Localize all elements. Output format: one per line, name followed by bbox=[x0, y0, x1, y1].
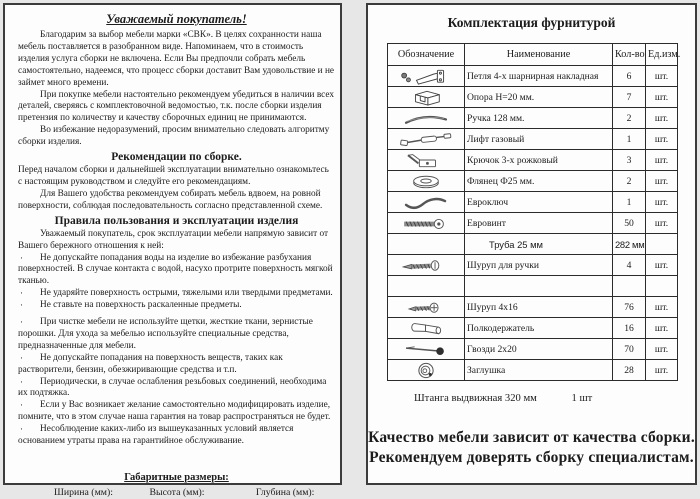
item-unit: шт. bbox=[646, 318, 678, 339]
table-row bbox=[388, 360, 678, 381]
page-title: Уважаемый покупатель! bbox=[106, 12, 247, 26]
item-name: Ручка 128 мм. bbox=[465, 108, 613, 129]
item-qty: 1 bbox=[613, 192, 646, 213]
header-name: Наименование bbox=[465, 44, 613, 66]
rule-text: Не ставьте на поверхность раскаленные предметы. bbox=[40, 300, 242, 311]
depth-label: Глубина (мм): bbox=[255, 487, 315, 498]
item-icon-cell bbox=[388, 234, 465, 255]
item-icon-cell bbox=[388, 255, 465, 276]
bullet-marker-icon: · bbox=[20, 317, 23, 328]
bullet-marker-icon: · bbox=[20, 288, 23, 299]
rule-text: Если у Вас возникает желание самостоятельно модифицировать изделие, помните, что в этом случае наша гарантия на товар распространяться не будет. bbox=[18, 400, 331, 423]
item-name: Евроключ bbox=[465, 192, 613, 213]
item-name: Шуруп для ручки bbox=[465, 255, 613, 276]
header-designation: Обозначение bbox=[388, 44, 465, 66]
dimensions-row bbox=[18, 487, 335, 499]
item-unit: шт. bbox=[646, 129, 678, 150]
rod-note bbox=[414, 393, 695, 404]
rule-item bbox=[18, 253, 335, 289]
bullet-marker-icon: · bbox=[20, 400, 23, 411]
kit-title: Комплектация фурнитурой bbox=[447, 15, 616, 30]
screw-icon bbox=[395, 301, 457, 312]
quality-footer bbox=[368, 428, 695, 468]
item-qty: 16 bbox=[613, 318, 646, 339]
item-unit: шт. bbox=[646, 297, 678, 318]
rule-text: При чистке мебели не используйте щетки, жесткие ткани, зернистые порошки. Для ухода за мебелью используйте специальные средства, предназначенные для мебели. bbox=[18, 317, 313, 351]
table-row bbox=[388, 129, 678, 150]
recommendations-paragraph: Перед началом сборки и дальнейшей эксплуатации внимательно ознакомьтесь с настоящим руководством и следуйте его рекомендациям. bbox=[18, 165, 329, 187]
item-qty: 70 bbox=[613, 339, 646, 360]
item-icon-cell bbox=[388, 276, 465, 297]
item-icon-cell bbox=[388, 213, 465, 234]
item-unit: шт. bbox=[646, 150, 678, 171]
table-row bbox=[388, 87, 678, 108]
hook-icon bbox=[395, 154, 457, 165]
rule-item bbox=[18, 300, 335, 312]
bullet-marker-icon: · bbox=[20, 424, 23, 435]
gas-lift-icon bbox=[395, 133, 457, 144]
item-unit: шт. bbox=[646, 66, 678, 87]
table-row bbox=[388, 150, 678, 171]
rule-item bbox=[18, 424, 335, 448]
item-qty: 2 bbox=[613, 108, 646, 129]
item-qty: 28 bbox=[613, 360, 646, 381]
item-unit: шт. bbox=[646, 213, 678, 234]
quality-footer-line2: Рекомендуем доверять сборку специалистам. bbox=[369, 449, 694, 466]
item-unit: шт. bbox=[646, 108, 678, 129]
item-qty: 282 мм bbox=[613, 234, 646, 255]
item-qty: 1 bbox=[613, 129, 646, 150]
table-row bbox=[388, 276, 678, 297]
item-unit: шт. bbox=[646, 255, 678, 276]
bullet-marker-icon: · bbox=[20, 352, 23, 363]
header-unit: Ед.изм. bbox=[646, 44, 678, 66]
table-row bbox=[388, 297, 678, 318]
item-name bbox=[465, 276, 613, 297]
hinge-icon bbox=[395, 70, 457, 81]
item-icon-cell bbox=[388, 339, 465, 360]
rules-list bbox=[18, 253, 335, 449]
bullet-marker-icon: · bbox=[20, 300, 23, 311]
rule-text: Не допускайте попадания воды на изделие во избежание разбухания поверхностей. В случае контакта с водой, насухо протрите поверхность мягкой тканью. bbox=[18, 252, 333, 287]
item-name: Заглушка bbox=[465, 360, 613, 381]
item-qty: 7 bbox=[613, 87, 646, 108]
rule-text: Периодически, в случае ослабления резьбовых соединений, необходима их подтяжка. bbox=[18, 376, 327, 399]
item-name: Крючок 3-х рожковый bbox=[465, 150, 613, 171]
bullet-marker-icon: · bbox=[20, 252, 23, 263]
table-row bbox=[388, 108, 678, 129]
header-qty: Кол-во bbox=[613, 44, 646, 66]
left-page bbox=[3, 3, 342, 498]
item-unit: шт. bbox=[646, 171, 678, 192]
euro-key-icon bbox=[395, 196, 457, 207]
item-unit: шт. bbox=[646, 192, 678, 213]
recommendations-heading: Рекомендации по сборке. bbox=[111, 151, 242, 164]
item-unit bbox=[646, 234, 678, 255]
item-icon-cell bbox=[388, 150, 465, 171]
rule-text: Не допускайте попадания на поверхность веществ, таких как растворители, бензин, обезжиривающие средства и т.п. bbox=[18, 352, 283, 375]
item-icon-cell bbox=[388, 360, 465, 381]
euro-screw-icon bbox=[395, 217, 457, 228]
item-icon-cell bbox=[388, 108, 465, 129]
item-name: Полкодержатель bbox=[465, 318, 613, 339]
support-icon bbox=[395, 91, 457, 102]
item-name: Труба 25 мм bbox=[465, 234, 613, 255]
quality-footer-line1: Качество мебели зависит от качества сборки. bbox=[368, 429, 695, 446]
item-unit: шт. bbox=[646, 87, 678, 108]
rule-text: Несоблюдение каких-либо из вышеуказанных условий является основанием утраты права на гарантийное обслуживание. bbox=[18, 424, 294, 447]
table-row bbox=[388, 339, 678, 360]
handle-icon bbox=[395, 112, 457, 123]
table-header-row bbox=[388, 44, 678, 66]
rule-item bbox=[18, 400, 335, 424]
item-name: Лифт газовый bbox=[465, 129, 613, 150]
item-qty: 4 bbox=[613, 255, 646, 276]
intro-paragraph: Во избежание недоразумений, просим внимательно следовать алгоритму сборки изделия. bbox=[18, 125, 330, 148]
nail-icon bbox=[395, 343, 457, 354]
table-row bbox=[388, 318, 678, 339]
dimensions-heading: Габаритные размеры: bbox=[124, 472, 229, 483]
item-qty: 76 bbox=[613, 297, 646, 318]
item-name: Евровинт bbox=[465, 213, 613, 234]
table-row bbox=[388, 255, 678, 276]
rule-text: Не ударяйте поверхность острыми, тяжелыми или твердыми предметами. bbox=[40, 288, 333, 299]
item-icon-cell bbox=[388, 297, 465, 318]
item-unit: шт. bbox=[646, 360, 678, 381]
item-name: Флянец Ф25 мм. bbox=[465, 171, 613, 192]
right-page bbox=[366, 3, 697, 485]
item-qty: 3 bbox=[613, 150, 646, 171]
item-icon-cell bbox=[388, 66, 465, 87]
item-name: Гвозди 2х20 bbox=[465, 339, 613, 360]
handle-screw-icon bbox=[395, 259, 457, 270]
item-name: Опора Н=20 мм. bbox=[465, 87, 613, 108]
table-row bbox=[388, 66, 678, 87]
height-label: Высота (мм): bbox=[149, 487, 205, 498]
item-name: Шуруп 4х16 bbox=[465, 297, 613, 318]
item-icon-cell bbox=[388, 129, 465, 150]
rod-note-qty: 1 шт bbox=[571, 393, 593, 404]
hardware-table bbox=[387, 43, 681, 381]
item-icon-cell bbox=[388, 87, 465, 108]
bullet-marker-icon: · bbox=[20, 376, 23, 387]
rod-note-text: Штанга выдвижная 320 мм bbox=[414, 393, 537, 404]
rule-item bbox=[18, 353, 335, 377]
item-qty: 50 bbox=[613, 213, 646, 234]
item-qty: 6 bbox=[613, 66, 646, 87]
rule-item bbox=[18, 377, 335, 401]
item-qty: 2 bbox=[613, 171, 646, 192]
item-icon-cell bbox=[388, 171, 465, 192]
item-name: Петля 4-х шарнирная накладная bbox=[465, 66, 613, 87]
item-unit bbox=[646, 276, 678, 297]
recommendations-paragraph: Для Вашего удобства рекомендуем собирать мебель вдвоем, на ровной поверхности, соблюдая последовательность согласно представленной схеме. bbox=[18, 188, 323, 211]
rules-heading: Правила пользования и эксплуатации изделия bbox=[54, 214, 299, 227]
item-qty bbox=[613, 276, 646, 297]
rules-intro: Уважаемый покупатель, срок эксплуатации мебели напрямую зависит от Вашего бережного отношения к ней: bbox=[18, 228, 329, 251]
plug-icon bbox=[395, 364, 457, 375]
width-label: Ширина (мм): bbox=[54, 487, 113, 498]
item-icon-cell bbox=[388, 192, 465, 213]
rule-item bbox=[18, 288, 335, 300]
item-unit: шт. bbox=[646, 339, 678, 360]
intro-paragraph: Благодарим за выбор мебели марки «СВК». В целях сохранности наша мебель поставляется в разобранном виде. Напоминаем, что в стоимость изделия услуга сборки не включена. Если Вы предпочли собрать мебель самостоятельно, надеемся, что процесс сборки доставит Вам удовольствие и не займет много времени. bbox=[18, 30, 335, 88]
table-row bbox=[388, 213, 678, 234]
flange-icon bbox=[395, 175, 457, 186]
rule-item bbox=[18, 317, 335, 353]
shelf-holder-icon bbox=[395, 322, 457, 333]
table-row bbox=[388, 171, 678, 192]
item-icon-cell bbox=[388, 318, 465, 339]
intro-paragraph: При покупке мебели настоятельно рекомендуем убедиться в наличии всех деталей, сверяясь с комплектовочной ведомостью, т.к. после сборки изделия претензия по количеству и качеству сборочных единиц не принимаются. bbox=[18, 89, 335, 124]
table-row bbox=[388, 234, 678, 255]
table-row bbox=[388, 192, 678, 213]
